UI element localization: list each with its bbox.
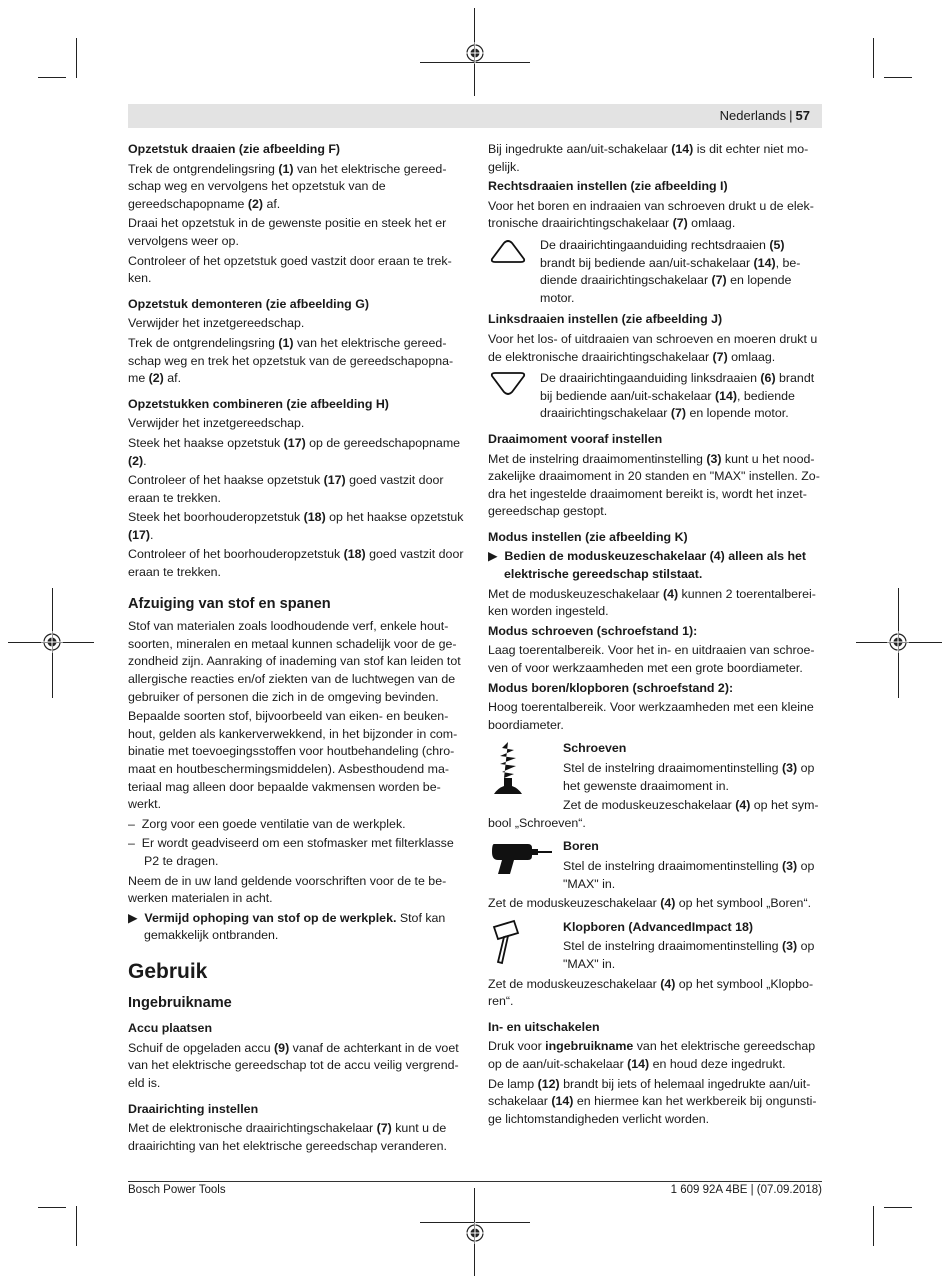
footer-divider	[128, 1181, 822, 1182]
crop-mark	[884, 1207, 912, 1208]
subheading: Modus boren/klopboren (schroefstand 2):	[488, 680, 734, 695]
subheading: Opzetstuk draaien (zie afbeelding F)	[128, 142, 341, 156]
note-text: De draairichtingaanduiding linksdraaien (6) brandt bij bediende aan/uit-schakelaar (14), bediende draairichtingschakelaar (7) en lopende motor.	[540, 371, 815, 421]
mode-symbol-block	[488, 740, 822, 832]
paragraph: Zet de moduskeuzeschakelaar (4) op het symbool „Boren“.	[488, 896, 812, 911]
paragraph: Draai het opzetstuk in de gewenste positie en steek het er vervolgens weer op.	[128, 216, 447, 248]
subheading: Opzetstukken combineren (zie afbeelding H)	[128, 396, 389, 411]
paragraph: Controleer of het opzetstuk goed vastzit door eraan te trekken.	[128, 253, 452, 286]
subheading: Rechtsdraaien instellen (zie afbeelding I)	[488, 179, 728, 194]
screwdriver-icon	[488, 740, 558, 804]
list-item: – Zorg voor een goede ventilatie van de werkplek.	[128, 816, 406, 831]
subheading: Opzetstuk demonteren (zie afbeelding G)	[128, 296, 369, 311]
right-column	[488, 141, 822, 1130]
drill-icon	[488, 838, 558, 884]
indicator-note	[488, 237, 822, 307]
paragraph: Neem de in uw land geldende voorschriften voor de te bewerken materialen in acht.	[128, 873, 447, 906]
crop-mark	[76, 1206, 77, 1246]
paragraph: Met de instelring draaimomentinstelling (3) kunt u het noodzakelijke draaimoment in 20 standen en "MAX" instellen. Zodra het ingestelde draaimoment bereikt is, wordt het inzetgereedschap gestopt.	[488, 451, 820, 519]
paragraph: Controleer of het boorhouderopzetstuk (18) goed vastzit door eraan te trekken.	[128, 547, 464, 580]
paragraph: Druk voor ingebruikname van het elektrische gereedschap op de aan/uit-schakelaar (14) en houd deze ingedrukt.	[488, 1039, 816, 1071]
crop-mark	[884, 77, 912, 78]
paragraph: Zet de moduskeuzeschakelaar (4) op het symbool „Schroeven“.	[488, 798, 819, 830]
subheading: Modus schroeven (schroefstand 1):	[488, 623, 698, 638]
paragraph: Bepaalde soorten stof, bijvoorbeeld van eiken- en beukenhout, gelden als kankerverwekkend, in het bijzonder in combinatie met toevoegingsstoffen voor houtbehandeling (chromaat en houtbeschermingsmiddelen). Asbesthoudend materiaal mag alleen door bepaalde vakmensen worden bewerkt.	[128, 709, 458, 812]
paragraph: Hoog toerentalbereik. Voor werkzaamheden met een kleine boordiameter.	[488, 700, 814, 732]
section-heading: Afzuiging van stof en spanen	[128, 595, 331, 612]
subheading: Accu plaatsen	[128, 1021, 213, 1036]
indicator-note	[488, 370, 822, 423]
subheading: Draaimoment vooraf instellen	[488, 431, 663, 446]
crop-mark	[38, 1207, 66, 1208]
paragraph: De lamp (12) brandt bij iets of helemaal ingedrukte aan/uit-schakelaar (14) en hiermee kan het werkbereik bij ongunstige lichtomstandigheden verlicht worden.	[488, 1076, 817, 1126]
paragraph: Controleer of het haakse opzetstuk (17) goed vastzit door eraan te trekken.	[128, 473, 444, 505]
paragraph: Verwijder het inzetgereedschap.	[128, 416, 305, 431]
subheading: Linksdraaien instellen (zie afbeelding J)	[488, 312, 723, 327]
paragraph: Met de elektronische draairichtingschakelaar (7) kunt u de draairichting van het elektrische gereedschap veranderen.	[128, 1121, 447, 1153]
paragraph: Met de moduskeuzeschakelaar (4) kunnen 2 toerentalbereiken worden ingesteld.	[488, 586, 816, 619]
paragraph: Zet de moduskeuzeschakelaar (4) op het symbool „Klopboren“.	[488, 976, 814, 1009]
paragraph: Trek de ontgrendelingsring (1) van het elektrische gereedschap weg en vervolgens het opzetstuk van de gereedschapopname (2) af.	[128, 161, 447, 211]
symbol-title: Schroeven	[563, 741, 627, 756]
header-label: Nederlands | 57	[719, 108, 810, 123]
registration-mark-icon	[464, 1222, 486, 1244]
header-language: Nederlands	[719, 108, 787, 123]
hammer-icon	[488, 919, 558, 971]
crop-mark	[873, 38, 874, 78]
symbol-title: Boren	[563, 839, 599, 854]
registration-mark-icon	[464, 42, 486, 64]
list-item: – Er wordt geadviseerd om een stofmasker met filterklasse P2 te dragen.	[128, 836, 454, 868]
crop-mark	[76, 38, 77, 78]
page-number: 57	[795, 108, 810, 123]
paragraph: Stof van materialen zoals loodhoudende verf, enkele houtsoorten, mineralen en metaal kunnen schadelijk voor de gezondheid zijn. Aanraking of inademing van stof kan leiden tot allergische reacties en/of ziekten van de luchtwegen van de gebruiker of personen die zich in de omgeving bevinden.	[128, 619, 461, 704]
arrow-down-icon	[488, 370, 540, 423]
arrow-up-icon	[488, 237, 540, 307]
chapter-heading: Gebruik	[128, 959, 208, 983]
paragraph: Bij ingedrukte aan/uit-schakelaar (14) is dit echter niet mogelijk.	[488, 142, 809, 174]
warning-item: ▶ Vermijd ophoping van stof op de werkplek. Stof kan gemakkelijk ontbranden.	[128, 910, 446, 943]
symbol-title: Klopboren (AdvancedImpact 18)	[563, 919, 754, 934]
crop-mark	[38, 77, 66, 78]
page-header	[128, 104, 822, 128]
paragraph: Steek het boorhouderopzetstuk (18) op het haakse opzetstuk (17).	[128, 510, 464, 542]
registration-mark-icon	[41, 631, 63, 653]
subheading: Draairichting instellen	[128, 1101, 259, 1116]
footer-doc-number: 1 609 92A 4BE | (07.09.2018)	[670, 1184, 822, 1196]
paragraph: Voor het boren en indraaien van schroeven drukt u de elektronische draairichtingschakelaar (7) omlaag.	[488, 198, 814, 231]
section-heading: Ingebruikname	[128, 994, 232, 1011]
subheading: Modus instellen (zie afbeelding K)	[488, 529, 688, 544]
paragraph: Schuif de opgeladen accu (9) vanaf de achterkant in de voet van het elektrische gereedschap tot de accu veilig vergrendeld is.	[128, 1040, 459, 1090]
note-text: De draairichtingaanduiding rechtsdraaien (5) brandt bij bediende aan/uit-schakelaar (14), bediende draairichtingschakelaar (7) en lopende motor.	[540, 237, 801, 305]
paragraph: Trek de ontgrendelingsring (1) van het elektrische gereedschap weg en trek het opzetstuk van de gereedschapopname (2) af.	[128, 335, 454, 386]
symbol-text: Stel de instelring draaimomentinstelling (3) op "MAX" in.	[563, 939, 815, 971]
symbol-text: Stel de instelring draaimomentinstelling (3) op het gewenste draaimoment in.	[563, 761, 815, 793]
mode-symbol-block	[488, 838, 822, 912]
symbol-text: Stel de instelring draaimomentinstelling (3) op "MAX" in.	[563, 858, 815, 891]
paragraph: Voor het los- of uitdraaien van schroeven en moeren drukt u de elektronische draairichtingschakelaar (7) omlaag.	[488, 331, 818, 364]
mode-symbol-block	[488, 919, 822, 1011]
subheading: In- en uitschakelen	[488, 1019, 600, 1034]
paragraph: Steek het haakse opzetstuk (17) op de gereedschapopname (2).	[128, 435, 461, 468]
warning-item: ▶ Bedien de moduskeuzeschakelaar (4) alleen als het elektrische gereedschap stilstaat.	[488, 549, 807, 582]
left-column	[128, 141, 464, 1157]
registration-mark-icon	[887, 631, 909, 653]
paragraph: Verwijder het inzetgereedschap.	[128, 316, 305, 331]
crop-mark	[873, 1206, 874, 1246]
footer-brand: Bosch Power Tools	[128, 1184, 226, 1196]
paragraph: Laag toerentalbereik. Voor het in- en uitdraaien van schroeven of voor werkzaamheden met een grote boordiameter.	[488, 643, 815, 676]
